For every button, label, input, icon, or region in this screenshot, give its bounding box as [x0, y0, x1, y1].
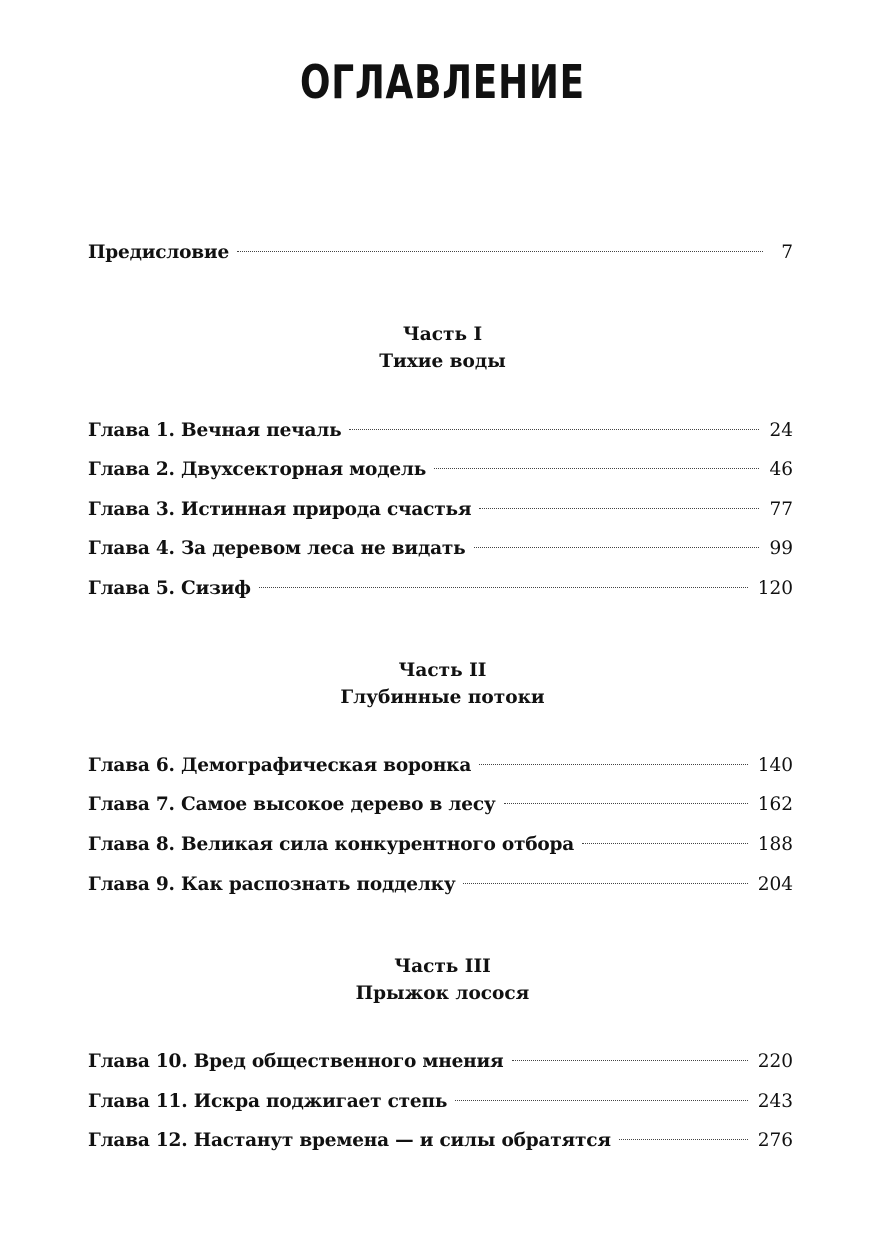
toc-entry-page: 162 — [757, 794, 793, 815]
toc-entry-label: Глава 12. Настанут времена — и силы обратятся — [88, 1130, 611, 1151]
dot-leader — [504, 803, 748, 804]
toc-entry-label: Глава 11. Искра поджигает степь — [88, 1091, 448, 1112]
dot-leader — [479, 508, 759, 509]
part-number: Часть III — [394, 956, 491, 977]
toc-entry-chapter-8[interactable] — [88, 830, 793, 860]
toc-entry-label: Глава 8. Великая сила конкурентного отбора — [88, 834, 575, 855]
part-title: Глубинные потоки — [340, 687, 545, 708]
part-title: Прыжок лосося — [355, 983, 530, 1004]
dot-leader — [582, 843, 748, 844]
toc-entry-preface[interactable] — [88, 238, 793, 268]
toc-entry-chapter-4[interactable] — [88, 534, 793, 564]
toc-entry-page: 276 — [757, 1130, 793, 1151]
toc-entry-chapter-12[interactable] — [88, 1126, 793, 1156]
dot-leader — [434, 468, 759, 469]
toc-entry-chapter-9[interactable] — [88, 870, 793, 900]
toc-entry-chapter-10[interactable] — [88, 1047, 793, 1077]
toc-entry-page: 120 — [757, 578, 793, 599]
toc-entry-label: Глава 3. Истинная природа счастья — [88, 499, 472, 520]
dot-leader — [259, 587, 748, 588]
toc-entry-chapter-7[interactable] — [88, 790, 793, 820]
toc-entry-label: Глава 4. За деревом леса не видать — [88, 538, 466, 559]
toc-entry-label: Глава 9. Как распознать подделку — [88, 874, 456, 895]
toc-entry-label: Глава 10. Вред общественного мнения — [88, 1051, 504, 1072]
toc-entry-chapter-6[interactable] — [88, 751, 793, 781]
toc-entry-label: Глава 5. Сизиф — [88, 578, 251, 599]
dot-leader — [237, 251, 763, 252]
toc-entry-chapter-2[interactable] — [88, 455, 793, 485]
dot-leader — [479, 764, 748, 765]
toc-entry-page: 46 — [769, 459, 793, 480]
dot-leader — [474, 547, 760, 548]
toc-entry-label: Предисловие — [88, 242, 230, 263]
toc-entry-page: 140 — [757, 755, 793, 776]
part-number: Часть I — [402, 324, 483, 345]
part-title: Тихие воды — [379, 351, 506, 372]
toc-entry-label: Глава 1. Вечная печаль — [88, 420, 342, 441]
toc-entry-chapter-1[interactable] — [88, 416, 793, 446]
toc-entry-page: 7 — [781, 242, 793, 263]
dot-leader — [512, 1060, 748, 1061]
toc-entry-page: 220 — [757, 1051, 793, 1072]
toc-entry-page: 188 — [757, 834, 793, 855]
toc-entry-label: Глава 7. Самое высокое дерево в лесу — [88, 794, 496, 815]
dot-leader — [349, 429, 759, 430]
toc-entry-chapter-3[interactable] — [88, 495, 793, 525]
toc-entry-chapter-11[interactable] — [88, 1087, 793, 1117]
toc-entry-page: 99 — [769, 538, 793, 559]
dot-leader — [455, 1100, 748, 1101]
dot-leader — [463, 883, 747, 884]
toc-entry-label: Глава 2. Двухсекторная модель — [88, 459, 427, 480]
page-title: ОГЛАВЛЕНИЕ — [300, 55, 585, 109]
toc-entry-page: 243 — [757, 1091, 793, 1112]
toc-entry-page: 24 — [769, 420, 793, 441]
toc-entry-label: Глава 6. Демографическая воронка — [88, 755, 472, 776]
part-number: Часть II — [398, 660, 487, 681]
toc-entry-page: 204 — [757, 874, 793, 895]
dot-leader — [619, 1139, 748, 1140]
toc-entry-chapter-5[interactable] — [88, 574, 793, 604]
toc-entry-page: 77 — [769, 499, 793, 520]
